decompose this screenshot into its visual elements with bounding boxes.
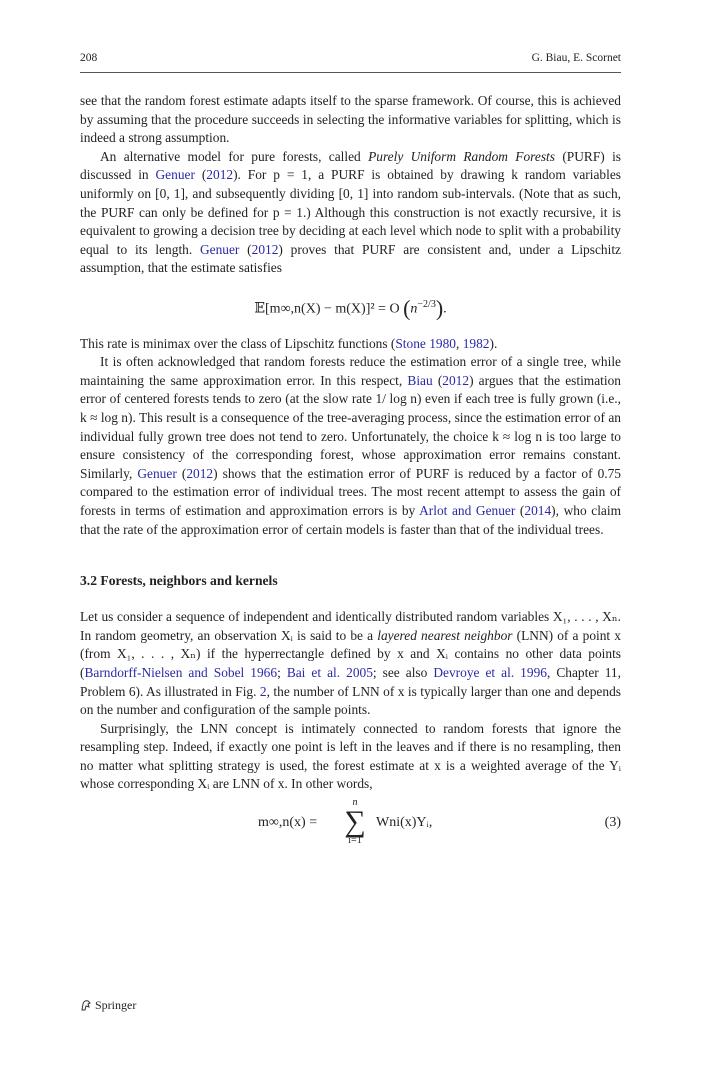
springer-horse-icon (80, 999, 92, 1011)
term-purf: Purely Uniform Random Forests (368, 148, 555, 164)
citation-genuer[interactable]: Genuer (155, 167, 195, 183)
citation-barndorff[interactable]: Barndorff-Nielsen and Sobel 1966 (84, 664, 278, 680)
citation-bai[interactable]: Bai et al. 2005 (286, 664, 373, 680)
citation-biau-year[interactable]: 2012 (442, 372, 470, 388)
section-heading: 3.2 Forests, neighbors and kernels (80, 573, 278, 589)
citation-genuer-3-year[interactable]: 2012 (186, 465, 214, 481)
citation-genuer-year[interactable]: 2012 (206, 167, 234, 183)
citation-stone-1982[interactable]: 1982 (462, 335, 490, 351)
equation-number: (3) (604, 815, 621, 831)
paragraph-3: This rate is minimax over the class of Lipschitz functions (Stone 1980, 1982). (80, 335, 498, 351)
main-text (80, 92, 621, 850)
author-names: G. Biau, E. Scornet (531, 52, 621, 64)
citation-arlot-genuer[interactable]: Arlot and Genuer (419, 502, 516, 518)
citation-genuer-2-year[interactable]: 2012 (251, 241, 279, 257)
citation-arlot-genuer-year[interactable]: 2014 (524, 502, 552, 518)
citation-devroye[interactable]: Devroye et al. 1996 (433, 664, 547, 680)
figure-ref-2[interactable]: 2 (259, 683, 267, 699)
citation-stone[interactable]: Stone 1980 (395, 335, 456, 351)
equation-3: m∞,n(x) = n ∑ i=1 Wni(x)Yᵢ, (3) (258, 797, 621, 847)
publisher-footer (80, 998, 136, 1013)
paragraph-1: see that the random forest estimate adapts itself to the sparse framework. Of course, this is achieved by assuming that the procedure succeeds in selecting the informative variables for splitting, which is indeed a strong assumption. (80, 93, 621, 146)
paragraph-4: It is often acknowledged that random forests reduce the estimation error of a single tree, while maintaining the same approximation error. In this respect, Biau (2012) argues that the estimation error of centered forests tends to zero (at the slow rate 1/ log n) even if each tree is fully grown (i.e., k ≈ log n). This result is a consequence of the tree-averaging process, since the estimation error of an individual fully grown tree does not tend to zero. Unfortunately, the choice k ≈ log n is too large to ensure consistency of the corresponding forest, whose approximation error remains constant. Similarly, Genuer (2012) shows that the estimation error of PURF is reduced by a factor of 0.75 compared to the estimation error of individual trees. The most recent attempt to assess the gain of forests in terms of estimation and approximation errors is by Arlot and Genuer (2014), who claim that the rate of the approximation error of certain models is faster than that of the individual trees. (80, 354, 622, 537)
header-rule (80, 72, 621, 73)
term-lnn: layered nearest neighbor (377, 627, 513, 643)
page-number: 208 (80, 52, 98, 64)
equation-rate: 𝔼[m∞,n(X) − m(X)]² = O $(n^{-2/3})$. (254, 295, 447, 321)
publisher-name: Springer (95, 998, 137, 1012)
running-header (80, 52, 621, 68)
citation-biau[interactable]: Biau (407, 372, 433, 388)
paragraph-2: An alternative model for pure forests, called Purely Uniform Random Forests (PURF) is discussed in Genuer (2012). For p = 1, a PURF is obtained by drawing k random variables uniformly on [0, 1], and subsequently dividing [0, 1] into random sub-intervals. (Note that as such, the PURF can only be defined for p = 1.) Although this construction is not exactly recursive, it is equivalent to growing a decision tree by deciding at each level which node to split with a probability equal to its length. Genuer (2012) proves that PURF are consistent and, under a Lipschitz assumption, that the estimate satisfies (80, 148, 621, 276)
paragraph-6: Surprisingly, the LNN concept is intimately connected to random forests that ignore the resampling step. Indeed, if exactly one point is left in the leaves and if there is no resampling, then no matter what splitting strategy is used, the forest estimate at x is a weighted average of the Yᵢ whose corresponding Xᵢ are LNN of x. In other words, (80, 720, 621, 792)
citation-genuer-2[interactable]: Genuer (199, 241, 240, 257)
citation-genuer-3[interactable]: Genuer (137, 465, 177, 481)
summation-symbol: n ∑ i=1 (344, 797, 366, 847)
paragraph-5: Let us consider a sequence of independent and identically distributed random variables X₁, . . . , Xₙ. In random geometry, an observation Xᵢ is said to be a layered nearest neighbor (LNN) of a point x (from X₁, . . . , Xₙ) if the hyperrectangle defined by x and Xᵢ contains no other data points (Barndorff-Nielsen and Sobel 1966; Bai et al. 2005; see also Devroye et al. 1996, Chapter 11, Problem 6). As illustrated in Fig. 2, the number of LNN of x is typically larger than one and depends on the number and configuration of the sample points. (80, 609, 622, 718)
